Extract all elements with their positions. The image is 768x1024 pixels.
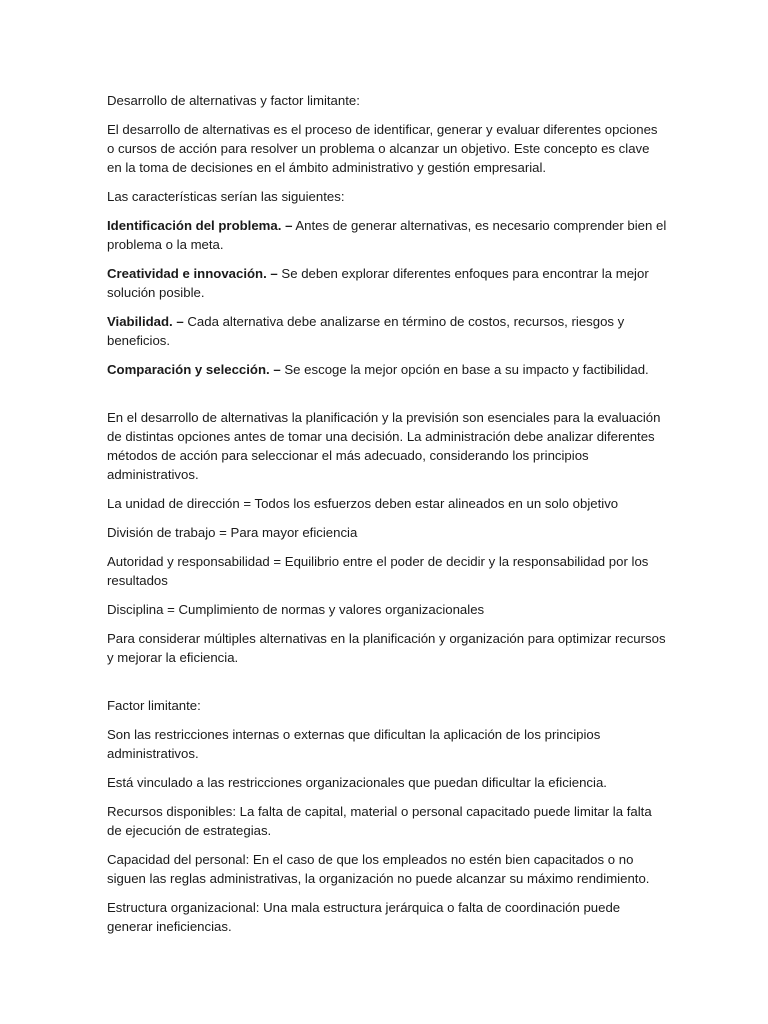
characteristic-text: Se deben explorar diferentes enfoques para encontrar la mejor solución posible. bbox=[107, 266, 649, 300]
characteristic-item bbox=[107, 312, 667, 350]
characteristic-term: Comparación y selección. – bbox=[107, 362, 281, 377]
characteristic-text: Antes de generar alternativas, es necesario comprender bien el problema o la meta. bbox=[107, 218, 667, 252]
document-title: Desarrollo de alternativas y factor limitante: bbox=[107, 93, 360, 108]
factor-paragraph: Son las restricciones internas o externas que dificultan la aplicación de los principios administrativos. bbox=[107, 727, 601, 761]
characteristic-item bbox=[107, 216, 667, 254]
factor-paragraph: Capacidad del personal: En el caso de que los empleados no estén bien capacitados o no siguen las reglas administrativas, la organización no puede alcanzar su máximo rendimiento. bbox=[107, 852, 650, 886]
intro-paragraph: El desarrollo de alternativas es el proceso de identificar, generar y evaluar diferentes opciones o cursos de acción para resolver un problema o alcanzar un objetivo. Este concepto es clave en la toma de decisiones en el ámbito administrativo y gestión empresarial. bbox=[107, 122, 658, 175]
factor-paragraph: Está vinculado a las restricciones organizacionales que puedan dificultar la eficiencia. bbox=[107, 775, 607, 790]
factor-paragraph: Recursos disponibles: La falta de capital, material o personal capacitado puede limitar la falta de ejecución de estrategias. bbox=[107, 804, 652, 838]
factor-heading: Factor limitante: bbox=[107, 698, 201, 713]
principle-item: La unidad de dirección = Todos los esfuerzos deben estar alineados en un solo objetivo bbox=[107, 496, 619, 511]
planning-paragraph: En el desarrollo de alternativas la planificación y la previsión son esenciales para la evaluación de distintas opciones antes de tomar una decisión. La administración debe analizar diferentes métodos de acción para seleccionar el más adecuado, considerando los principios administrativos. bbox=[107, 410, 661, 482]
factor-paragraph: Estructura organizacional: Una mala estructura jerárquica o falta de coordinación puede generar ineficiencias. bbox=[107, 900, 621, 934]
characteristic-text: Se escoge la mejor opción en base a su impacto y factibilidad. bbox=[280, 362, 649, 377]
principle-item: Disciplina = Cumplimiento de normas y valores organizacionales bbox=[107, 602, 485, 617]
characteristic-item bbox=[107, 264, 667, 302]
principle-item: División de trabajo = Para mayor eficiencia bbox=[107, 525, 358, 540]
principle-item: Para considerar múltiples alternativas en la planificación y organización para optimizar recursos y mejorar la eficiencia. bbox=[107, 631, 666, 665]
characteristic-text: Cada alternativa debe analizarse en término de costos, recursos, riesgos y beneficios. bbox=[107, 314, 625, 348]
document-body bbox=[107, 91, 667, 946]
characteristic-term: Creatividad e innovación. – bbox=[107, 266, 278, 281]
characteristic-item bbox=[107, 360, 667, 379]
characteristics-lead: Las características serían las siguientes: bbox=[107, 189, 345, 204]
characteristic-term: Viabilidad. – bbox=[107, 314, 184, 329]
characteristic-term: Identificación del problema. – bbox=[107, 218, 293, 233]
principle-item: Autoridad y responsabilidad = Equilibrio entre el poder de decidir y la responsabilidad por los resultados bbox=[107, 554, 649, 588]
